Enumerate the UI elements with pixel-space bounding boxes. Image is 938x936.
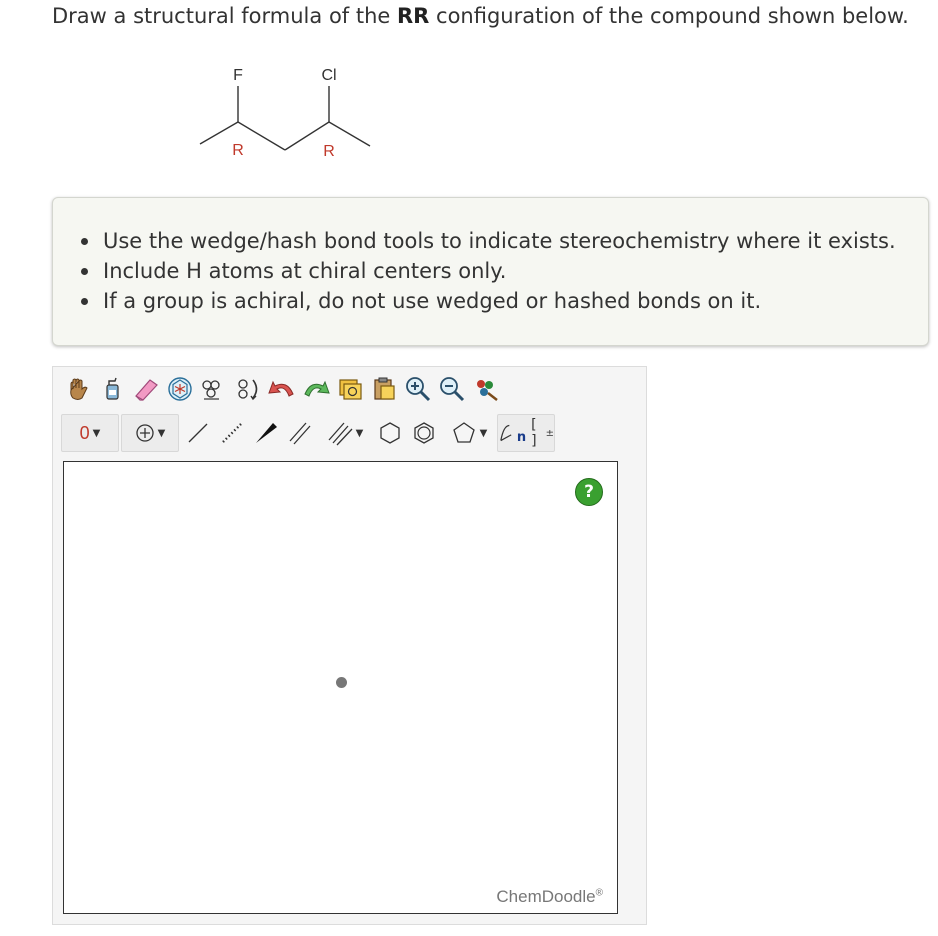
- reaction-tool[interactable]: [231, 371, 265, 407]
- reaction-rotate-icon: [233, 375, 263, 403]
- triple-bond-icon: [327, 420, 353, 446]
- toolbar-row-2: [61, 413, 557, 453]
- brand-registered-mark: ®: [595, 887, 603, 899]
- atom-template-icon: [199, 375, 229, 403]
- wedge-bond-tool[interactable]: [249, 415, 283, 451]
- hand-tool[interactable]: [61, 371, 95, 407]
- ring-template-tool[interactable]: [163, 371, 197, 407]
- atom-cl: Cl: [321, 67, 337, 84]
- help-button[interactable]: [575, 478, 603, 506]
- undo-icon: [267, 376, 297, 402]
- eraser-bottle-icon: [99, 376, 125, 402]
- help-icon: ?: [584, 482, 594, 502]
- instruction-item: Use the wedge/hash bond tools to indicate stereochemistry where it exists.: [103, 226, 896, 256]
- pentagon-icon: [451, 420, 477, 446]
- wedge-bond-icon: [253, 420, 279, 446]
- question-config: RR: [397, 4, 430, 28]
- single-bond-tool[interactable]: [181, 415, 215, 451]
- charge-dropdown[interactable]: [61, 414, 119, 452]
- polymer-subscript: n: [516, 429, 527, 445]
- triple-bond-dropdown[interactable]: [317, 415, 373, 451]
- undo-button[interactable]: [265, 371, 299, 407]
- zoom-in-icon: [404, 375, 432, 403]
- redo-button[interactable]: [299, 371, 333, 407]
- chemdoodle-editor: [52, 366, 647, 925]
- hand-icon: [65, 376, 91, 402]
- brand-name: ChemDoodle: [496, 887, 596, 906]
- instruction-item: If a group is achiral, do not use wedged or hashed bonds on it.: [103, 286, 896, 316]
- benzene-icon: [411, 420, 437, 446]
- clean-icon: [472, 375, 500, 403]
- double-bond-icon: [287, 420, 313, 446]
- plus-charge-dropdown[interactable]: [121, 414, 179, 452]
- plus-charge-icon: [135, 423, 155, 443]
- eraser-tool[interactable]: [129, 371, 163, 407]
- question-prefix: Draw a structural formula of the: [52, 4, 397, 28]
- single-bond-icon: [185, 420, 211, 446]
- zoom-in-button[interactable]: [401, 371, 435, 407]
- paste-icon: [370, 376, 398, 402]
- instruction-item: Include H atoms at chiral centers only.: [103, 256, 896, 286]
- paste-button[interactable]: [367, 371, 401, 407]
- polymer-icon: [498, 421, 517, 445]
- copy-button[interactable]: [333, 371, 367, 407]
- chevron-down-icon: ▼: [479, 427, 488, 439]
- atom-f: F: [233, 67, 243, 84]
- benzene-ring-tool[interactable]: [407, 415, 441, 451]
- chevron-down-icon: ▼: [92, 427, 101, 439]
- question-suffix: configuration of the compound shown below.: [429, 4, 909, 28]
- dashed-bond-icon: [219, 420, 245, 446]
- zoom-out-button[interactable]: [435, 371, 469, 407]
- drawing-canvas[interactable]: [63, 461, 618, 914]
- redo-icon: [301, 376, 331, 402]
- pink-eraser-icon: [132, 376, 160, 402]
- copy-icon: [336, 376, 364, 402]
- stereo-label-r1: R: [232, 142, 244, 159]
- bracket-charge: ±: [545, 427, 554, 439]
- charge-zero-icon: 0: [79, 422, 90, 443]
- instructions-list: [103, 226, 896, 316]
- instructions-box: [52, 197, 929, 346]
- zoom-out-icon: [438, 375, 466, 403]
- chemdoodle-logo: [496, 887, 603, 907]
- chevron-down-icon: ▼: [157, 427, 166, 439]
- hexagon-icon: [377, 420, 403, 446]
- pentagon-ring-dropdown[interactable]: [441, 415, 497, 451]
- double-bond-tool[interactable]: [283, 415, 317, 451]
- stereo-label-r2: R: [323, 143, 335, 160]
- canvas-cursor-dot: [336, 677, 347, 688]
- dashed-bond-tool[interactable]: [215, 415, 249, 451]
- question-text: [52, 4, 909, 28]
- benzene-ring-icon: [166, 375, 194, 403]
- atom-template-tool[interactable]: [197, 371, 231, 407]
- polymer-bracket-tool[interactable]: [497, 414, 555, 452]
- clean-button[interactable]: [469, 371, 503, 407]
- bracket-icon: [ ]: [531, 417, 537, 449]
- chevron-down-icon: ▼: [355, 427, 364, 439]
- molecule-structure: [190, 56, 390, 176]
- toolbar-row-1: [61, 369, 503, 409]
- clear-tool[interactable]: [95, 371, 129, 407]
- hexagon-ring-tool[interactable]: [373, 415, 407, 451]
